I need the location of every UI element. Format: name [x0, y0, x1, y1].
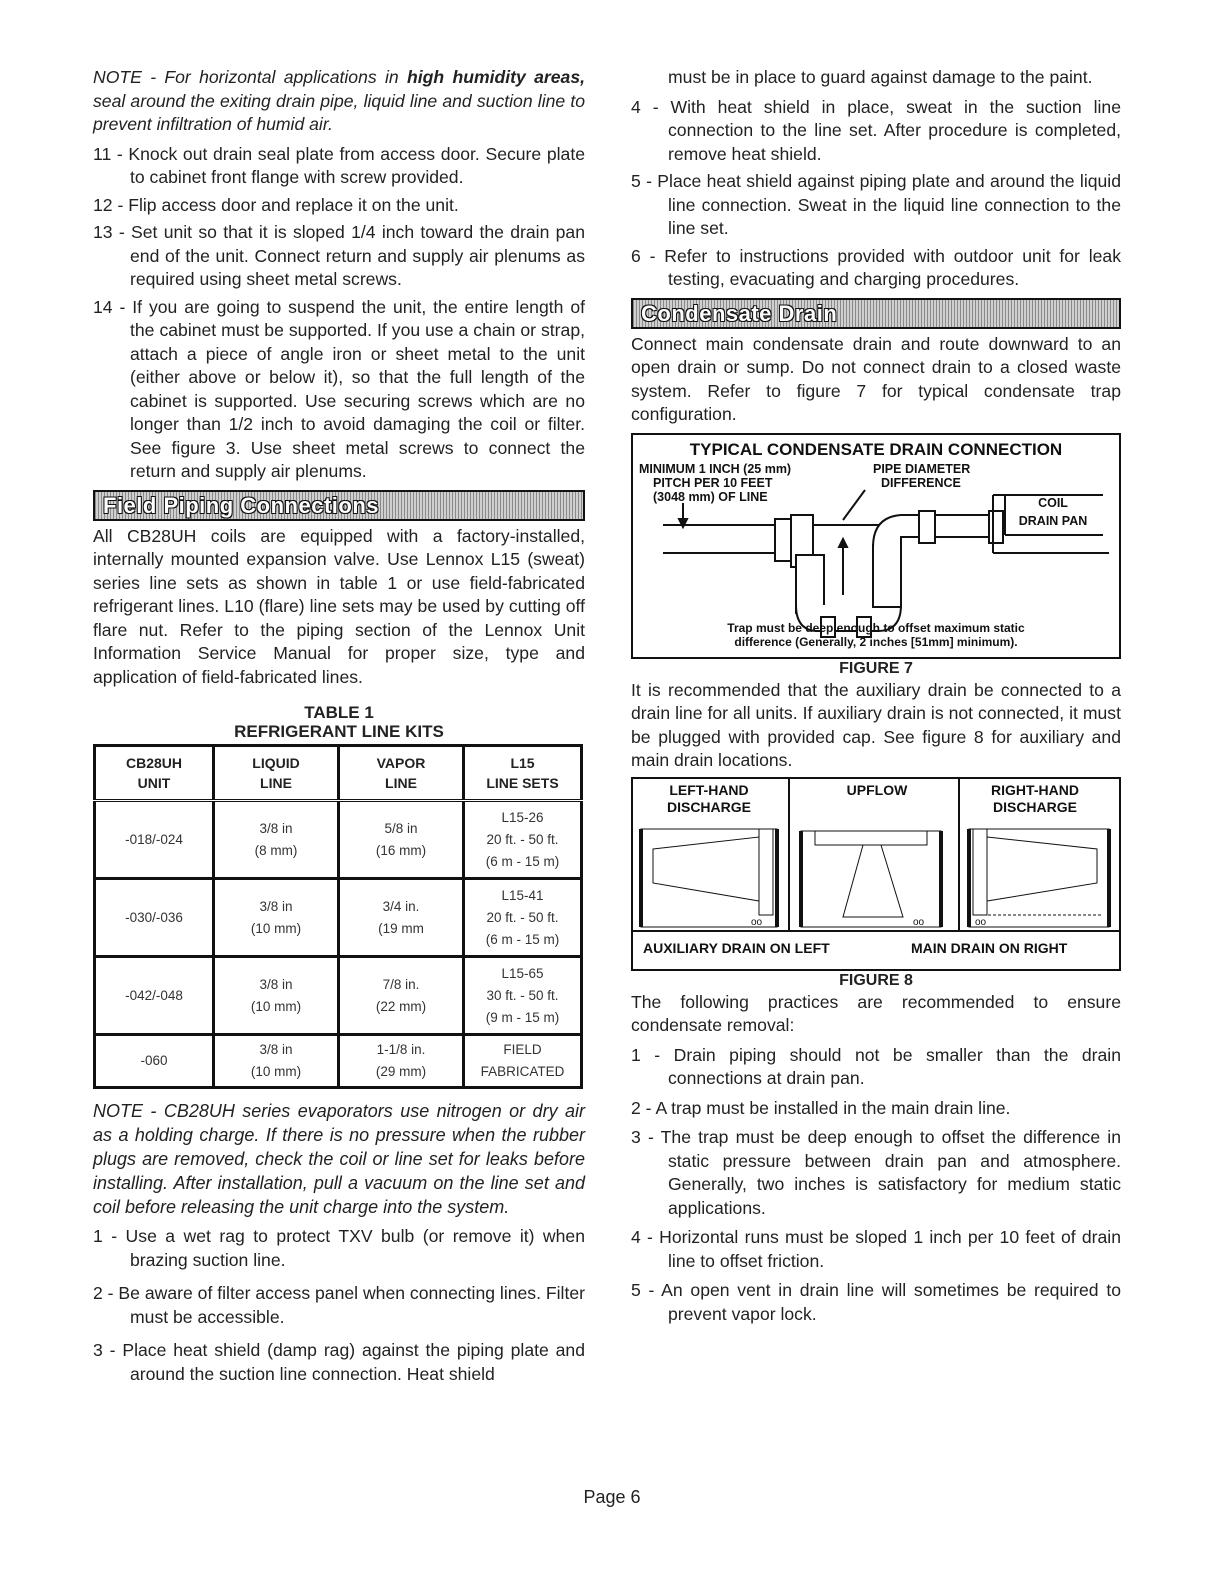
list-item: 1 - Use a wet rag to protect TXV bulb (or remove it) when brazing suction line.	[93, 1226, 585, 1270]
header-vapor: VAPOR LINE	[339, 746, 464, 801]
list-item: 12 - Flip access door and replace it on the unit.	[93, 194, 459, 215]
table-row: -018/-024 3/8 in (8 mm) 5/8 in (16 mm) L15-26 20 ft. - 50 ft. (6 m - 15 m)	[95, 801, 582, 879]
humidity-note: NOTE - For horizontal applications in high humidity areas, seal around the exiting drain pipe, liquid line and suction line to prevent infiltration of humid air.	[93, 67, 585, 134]
drain-trap-diagram	[633, 435, 1119, 653]
figure-footer-line: Trap must be deep enough to offset maximum static	[727, 620, 1025, 635]
humidity-emphasis: high humidity areas,	[407, 67, 585, 87]
table-row: -042/-048 3/8 in (10 mm) 7/8 in. (22 mm) L15-65 30 ft. - 50 ft. (9 m - 15 m)	[95, 957, 582, 1035]
section-title: Field Piping Connections	[103, 492, 379, 518]
right-column	[631, 66, 1121, 1332]
table-row: -030/-036 3/8 in (10 mm) 3/4 in. (19 mm L15-41 20 ft. - 50 ft. (6 m - 15 m)	[95, 879, 582, 957]
section-banner-field-piping	[93, 490, 585, 521]
coil-label-line: COIL	[1038, 495, 1068, 510]
right-hand-label: DISCHARGE	[992, 798, 1078, 815]
header-liquid: LIQUID LINE	[214, 746, 339, 801]
list-item: 13 - Set unit so that it is sloped 1/4 inch toward the drain pan end of the unit. Connect return and supply air plenums as required using sheet metal screws.	[93, 222, 585, 289]
figure-8-caption: FIGURE 8	[839, 971, 913, 989]
auxiliary-drain-label: AUXILIARY DRAIN ON LEFT	[643, 939, 830, 956]
continued-text: must be in place to guard against damage to the paint.	[668, 67, 1093, 87]
refrigerant-line-kits-table	[93, 744, 583, 1089]
pipe-label-line: DIFFERENCE	[881, 475, 961, 490]
header-line-sets: L15 LINE SETS	[464, 746, 582, 801]
list-item: 5 - An open vent in drain line will sometimes be required to prevent vapor lock.	[631, 1280, 1121, 1324]
left-hand-label: DISCHARGE	[666, 798, 752, 815]
right-hand-label: RIGHT-HAND	[991, 781, 1079, 798]
header-unit: CB28UH UNIT	[95, 746, 214, 801]
auxiliary-drain-paragraph: It is recommended that the auxiliary drain be connected to a drain line for all units. If auxiliary drain is not connected, it must be plugged with provided cap. See figure 8 for auxiliary and main drain locations.	[631, 679, 1121, 770]
table-title: TABLE 1	[304, 703, 374, 722]
list-item: 5 - Place heat shield against piping plate and around the liquid line connection. Sweat in the liquid line connection to the line set.	[631, 171, 1121, 238]
table-row: -060 3/8 in (10 mm) 1-1/8 in. (29 mm) FIELD FABRICATED	[95, 1035, 582, 1088]
list-item: 2 - Be aware of filter access panel when connecting lines. Filter must be accessible.	[93, 1283, 585, 1327]
table-header-row	[95, 746, 582, 801]
figure-7-drain-connection	[631, 433, 1121, 659]
table-subtitle: REFRIGERANT LINE KITS	[234, 722, 444, 741]
pipe-label-line: PIPE DIAMETER	[873, 461, 971, 476]
discharge-orientation-diagram	[633, 779, 1119, 965]
main-drain-label: MAIN DRAIN ON RIGHT	[911, 939, 1068, 956]
pitch-label-line: MINIMUM 1 INCH (25 mm)	[639, 461, 792, 476]
section-title: Condensate Drain	[641, 300, 838, 326]
list-item: 4 - With heat shield in place, sweat in the suction line connection to the line set. After procedure is completed, remove heat shield.	[631, 96, 1121, 164]
left-column	[93, 66, 585, 1392]
list-item: 14 - If you are going to suspend the unit, the entire length of the cabinet must be supported. If you use a chain or strap, attach a piece of angle iron or sheet metal to the unit (either above or below it), so that the full length of the cabinet is supported. Use securing screws which are no longer than 1/2 inch to avoid damaging the coil or filter. See figure 3. Use sheet metal screws to connect the return and supply air plenums.	[93, 296, 585, 481]
pitch-label-line: PITCH PER 10 FEET	[653, 475, 773, 490]
pitch-label-line: (3048 mm) OF LINE	[653, 489, 768, 504]
practices-intro: The following practices are recommended to ensure condensate removal:	[631, 991, 1121, 1035]
list-item: 11 - Knock out drain seal plate from access door. Secure plate to cabinet front flange with screw provided.	[93, 143, 585, 187]
page-number: Page 6	[583, 1487, 641, 1507]
list-item: 4 - Horizontal runs must be sloped 1 inch per 10 feet of drain line to offset friction.	[631, 1227, 1121, 1271]
list-item: 3 - The trap must be deep enough to offset the difference in static pressure between drain pan and atmosphere. Generally, two inches is satisfactory for medium static applications.	[631, 1127, 1121, 1218]
figure-footer-line: difference (Generally, 2 inches [51mm] minimum).	[734, 634, 1018, 649]
left-hand-label: LEFT-HAND	[669, 781, 749, 798]
list-item: 3 - Place heat shield (damp rag) against the piping plate and around the suction line connection. Heat shield	[93, 1340, 585, 1384]
list-item: 2 - A trap must be installed in the main drain line.	[631, 1097, 1011, 1118]
field-piping-paragraph: All CB28UH coils are equipped with a factory-installed, internally mounted expansion valve. Use Lennox L15 (sweat) series line sets as shown in table 1 or use field-fabricated refrigerant lines. L10 (flare) line sets may be used by cutting off flare nut. Refer to the piping section of the Lennox Unit Information Service Manual for proper size, type and application of field-fabricated lines.	[93, 525, 585, 687]
condensate-paragraph: Connect main condensate drain and route downward to an open drain or sump. Do not connect drain to a closed waste system. Refer to figure 7 for typical condensate trap configuration.	[631, 333, 1121, 424]
svg-text:oo: oo	[975, 916, 987, 928]
svg-text:oo: oo	[913, 916, 925, 928]
section-banner-condensate-drain	[631, 298, 1121, 329]
list-item: 1 - Drain piping should not be smaller than the drain connections at drain pan.	[631, 1044, 1121, 1088]
figure-8-drain-locations	[631, 777, 1121, 971]
svg-text:oo: oo	[751, 916, 763, 928]
upflow-label: UPFLOW	[846, 781, 908, 798]
figure-7-caption: FIGURE 7	[839, 659, 913, 677]
figure-title: TYPICAL CONDENSATE DRAIN CONNECTION	[689, 439, 1063, 459]
holding-charge-note: NOTE - CB28UH series evaporators use nitrogen or dry air as a holding charge. If there is no pressure when the rubber plugs are removed, check the coil or line set for leaks before installing. After installation, pull a vacuum on the line set and coil before releasing the unit charge into the system.	[93, 1101, 585, 1217]
coil-label-line: DRAIN PAN	[1018, 513, 1088, 528]
list-item: 6 - Refer to instructions provided with outdoor unit for leak testing, evacuating and charging procedures.	[631, 245, 1121, 289]
